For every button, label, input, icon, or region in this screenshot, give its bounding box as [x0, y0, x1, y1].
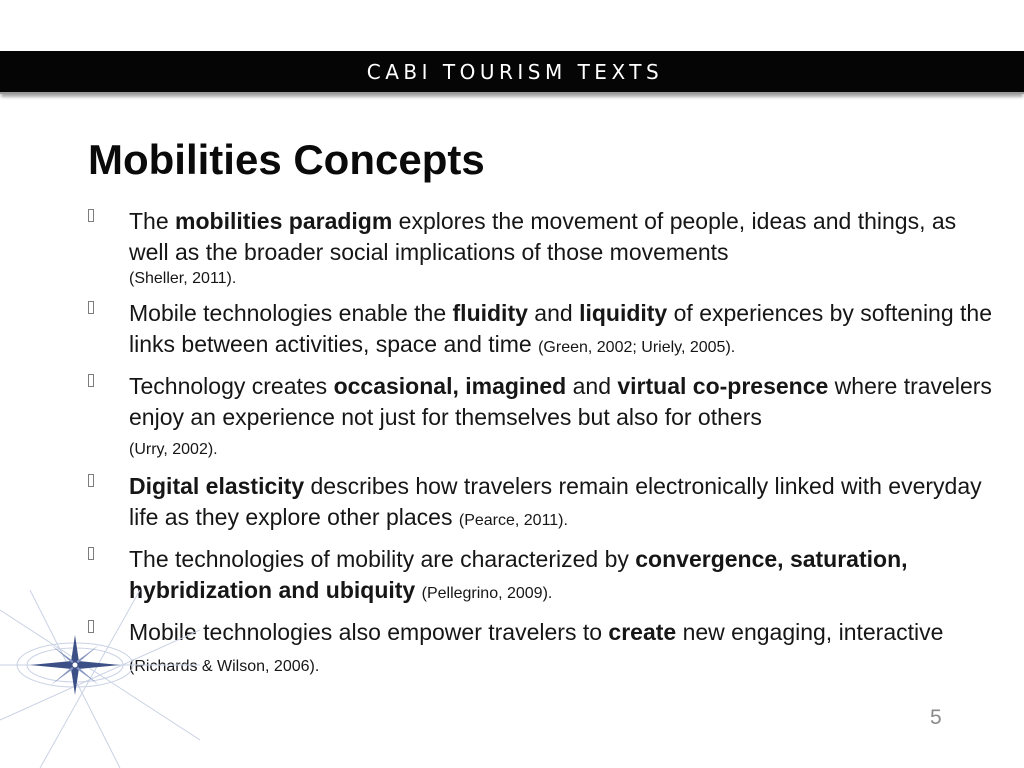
bullet-marker-icon	[88, 301, 94, 314]
slide-title: Mobilities Concepts	[88, 136, 485, 183]
bullet-citation: (Pellegrino, 2009).	[421, 585, 553, 602]
bullet-item-fluidity	[88, 298, 998, 363]
bullet-list	[88, 206, 998, 690]
bullet-item-convergence	[88, 544, 998, 609]
bullet-citation: (Richards & Wilson, 2006).	[129, 658, 320, 675]
bullet-marker-icon	[88, 209, 94, 222]
bullet-citation: (Green, 2002; Uriely, 2005).	[538, 339, 736, 356]
bullet-item-create	[88, 617, 998, 682]
bullet-term: fluidity	[452, 300, 528, 326]
bullet-text: explores the movement of people, ideas and things, as well as the broader social implications of those movements	[129, 208, 957, 265]
bullet-text: Mobile technologies enable the	[129, 300, 453, 326]
banner-title: CABI TOURISM TEXTS	[366, 59, 664, 84]
bullet-text: The technologies of mobility are characterized by	[129, 546, 636, 572]
bullet-marker-icon	[88, 547, 94, 560]
header-banner	[0, 51, 1024, 94]
bullet-citation: (Sheller, 2011).	[129, 270, 237, 287]
bullet-item-co-presence	[88, 371, 998, 461]
bullet-item-digital-elasticity	[88, 471, 998, 536]
bullet-term: create	[608, 619, 677, 645]
bullet-text: describes how travelers remain electronically linked with everyday life as they explore other places	[129, 473, 982, 530]
bullet-text: and	[527, 300, 580, 326]
page-number: 5	[930, 706, 942, 729]
bullet-term: virtual co-presence	[617, 373, 829, 399]
bullet-text: Technology creates	[129, 373, 334, 399]
bullet-term: convergence, saturation, hybridization and ubiquity	[129, 546, 908, 603]
bullet-item-mobilities-paradigm	[88, 206, 998, 290]
bullet-citation: (Urry, 2002).	[129, 441, 218, 458]
bullet-term: Digital elasticity	[129, 473, 305, 499]
bullet-marker-icon	[88, 474, 94, 487]
bullet-text: Mobile technologies also empower travelers to	[129, 619, 609, 645]
bullet-text: where travelers enjoy an experience not just for themselves but also for others	[129, 373, 992, 430]
bullet-term: occasional, imagined	[333, 373, 567, 399]
bullet-marker-icon	[88, 374, 94, 387]
bullet-term: liquidity	[579, 300, 668, 326]
bullet-text: and	[566, 373, 618, 399]
bullet-citation: (Pearce, 2011).	[458, 512, 568, 529]
bullet-term: mobilities paradigm	[175, 208, 393, 234]
compass-rose-icon	[0, 590, 200, 768]
bullet-text: The	[129, 208, 176, 234]
bullet-text: new engaging, interactive	[676, 619, 944, 645]
bullet-text: of experiences by softening the links between activities, space and time	[129, 300, 992, 357]
